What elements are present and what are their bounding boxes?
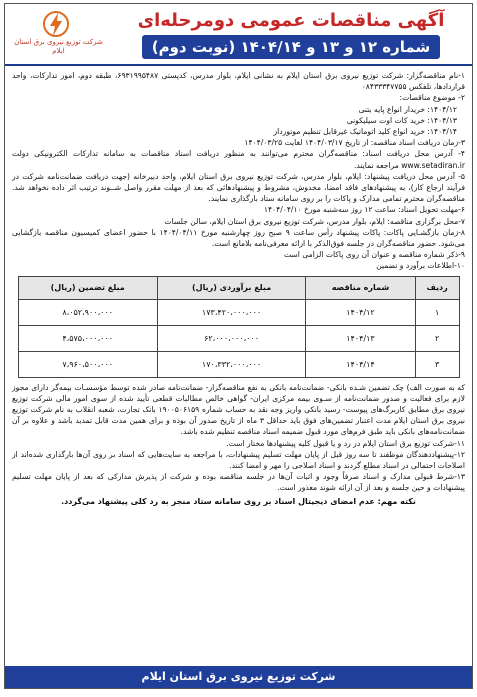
item-deadline: ۶-مهلت تحویل اسناد: ساعت ۱۲ روز سه‌شنبه مورخ ۱۴۰۴/۰۴/۱۰: [263, 205, 465, 215]
item-envelope-note: ۹-ذکر شماره مناقصه و عنوان آن روی پاکات الزامی است: [283, 250, 465, 260]
tender-number: ۱۴۰۴/۱۳: [306, 325, 415, 351]
important-notice: نکته مهم: عدم امضای دیجیتال اسناد بر روی سامانه ستاد منجر به رد کلی پیشنهاد می‌گردد.: [61, 496, 416, 506]
row-number: ۲: [415, 325, 459, 351]
estimate-table: [18, 276, 460, 378]
row-number: ۱: [415, 299, 459, 325]
logo-text: شرکت توزیع نیروی برق استان ایلام: [14, 38, 103, 55]
header-row-number: ردیف: [415, 276, 459, 299]
item-organizer: ۱-نام مناقصه‌گزار: شرکت توزیع نیروی برق استان ایلام به نشانی ایلام، بلوار مدرس، کدپستی ۶۹۳۱۹۹۵۴۸۷، طبقه دوم، امور تدارکات، واحد قراردادها، تلفکس ۰۸۴۳۳۳۴۷۷۵۵: [12, 71, 465, 92]
item-document-time: ۳-زمان دریافت اسناد مناقصه: از تاریخ ۱۴۰۴/۰۳/۱۷ لغایت ۱۴۰۴/۰۳/۲۵: [244, 138, 465, 148]
item-documents-condition: ۱۳-شرط قبولی مدارک و اسناد صرفاً وجود و اثبات آن‌ها در جلسه مناقصه بوده و شرکت از پذیرش مدارکی که بعد از پایان مهلت تسلیم پیشنهادات و حین جلسه و بعد از آن ارائه شوند معذور است.: [12, 472, 465, 493]
page-subtitle: شماره ۱۲ و ۱۳ و ۱۴۰۴/۱۴ (نوبت دوم): [142, 35, 440, 59]
announcement-body: [5, 66, 472, 507]
row-number: ۳: [415, 351, 459, 377]
footer-banner: شرکت توزیع نیروی برق استان ایلام: [5, 666, 472, 688]
estimated-amount: ۱۷۳،۴۲۰،۰۰۰،۰۰۰: [157, 299, 305, 325]
table-row: [18, 351, 459, 377]
item-amendments: ۱۲-پیشنهاددهندگان موظفند تا سه روز قبل از پایان مهلت تسلیم پیشنهادات، با مراجعه به سایت‌هایی که اسناد بر روی آن‌ها بارگذاری شده‌اند از اصلاحات احتمالی در اسناد مطلع گردند و اسناد اصلاحی را مهر و امضا کنند.: [12, 449, 465, 471]
guarantee-amount: ۸،۰۵۲،۹۰۰،۰۰۰: [18, 299, 157, 325]
header-estimated-amount: مبلغ برآوردی (ریال): [157, 276, 305, 299]
estimated-amount: ۱۷۰،۳۳۲،۰۰۰،۰۰۰: [157, 351, 305, 377]
guarantee-amount: ۴،۵۷۵،۰۰۰،۰۰۰: [18, 325, 157, 351]
tender-number: ۱۴۰۴/۱۲: [306, 299, 415, 325]
item-estimate-title: ۱۰-اطلاعات برآورد و تضمین: [376, 261, 465, 271]
header: [5, 4, 472, 66]
power-company-icon: [41, 10, 71, 38]
subject-3: ۱۴۰۴/۱۴: خرید انواع کلید اتوماتیک غیرقابل تنظیم موتوردار: [273, 127, 457, 137]
item-document-address: ۴- آدرس محل دریافت اسناد: مناقصه‌گران محترم می‌توانند به منظور دریافت اسناد مناقصات به سامانه تدارکات الکترونیکی دولت www.setadiran.ir مراجعه نمایند.: [12, 149, 465, 170]
table-header-row: [18, 276, 459, 299]
guarantee-amount: ۷،۹۶۰،۵۰۰،۰۰۰: [18, 351, 157, 377]
item-venue: ۷-محل برگزاری مناقصه: ایلام، بلوار مدرس، شرکت توزیع نیروی برق استان ایلام، سالن جلسات: [164, 216, 465, 226]
item-guarantee-terms: که به صورت الف) چک تضمین شـده بانکی- ضمانت‌نامه بانکی به نفع مناقصه‌گزار- ضمانت‌نامه صادر شده توسط مؤسسـات بیمه‌گر دارای مجوز لازم برای فعالیت و صدور ضمانت‌نامه از سـوی بیمه مرکزی ایران- گواهی خالص مطالبات قطعی تأیید شده از سوی امور مالی شرکت توزیع نیروی برق مطابق کاربرگ‌های پیوست- رسید بانکی واریز وجه نقد به حساب شماره ۱۹۰۰۵۰۶۱۵۹ بانک تجارت، شعبه انقلاب به نام شرکت توزیع نیروی برق استان ایلام مدت اعتبار تضمین‌های فوق باید حداقل ۳ ماه از تاریخ صدور آن بوده و برای همین مدت قابل تمدید باشد و علاوه بر آن ضمانت‌نامه‌های بانکی باید طبق فرم‌های مورد قبول ضمیمه اسناد مناقصه تنظیم شده باشد.: [12, 382, 466, 437]
advertisement-page: [4, 3, 473, 689]
item-proposal-address: ۵- آدرس محل دریافت پیشنهاد: ایلام، بلوار مدرس، شرکت توزیع نیروی برق استان ایلام، واحد دبیرخانه (جهت دریافت ضمانت‌نامه شرکت در فرآیند ارجاع کار)، به پیشنهادهای فاقد امضا، مخدوش، مشروط و پیشنهادهائی که بعد از مهلت مقرر واصل شــوند ترتیب اثر داده نخواهد شد. مناقصه‌گران محترم تمامی مدارک و پاکات را بر روی سامانه ستاد بارگذاری نمایند.: [12, 171, 465, 204]
item-rejection-right: ۱۱-شرکت توزیع برق استان ایلام در رد و یا قبول کلیه پیشنهادها مختار است.: [226, 438, 465, 448]
subject-1: ۱۴۰۴/۱۲: خریدار انواع پایه بتنی: [358, 104, 457, 114]
estimated-amount: ۶۲،۰۰۰،۰۰۰،۰۰۰: [157, 325, 305, 351]
page-title: آگهی مناقصات عمومی دومرحله‌ای: [137, 10, 445, 31]
item-opening-time: ۸-زمان بازگشـایی پاکات: پاکات پیشنهاد رأس ساعت ۹ صبح روز چهارشنبه مورخ ۱۴۰۴/۰۴/۱۱ با حضور اعضای کمیسیون مناقصه بازگشایی می‌شود. حضور مناقصه‌گران در جلسه فوق‌الذکر با ارائه معرفی‌نامه بلامانع است.: [12, 227, 466, 249]
item-subject: ۲- موضوع مناقصات:: [399, 93, 465, 103]
company-logo: [11, 10, 106, 60]
header-guarantee-amount: مبلغ تضمین (ریال): [18, 276, 157, 299]
subject-2: ۱۴۰۴/۱۳: خرید کات اوت سیلیکونی: [346, 115, 457, 125]
title-box: [116, 10, 466, 59]
header-tender-number: شماره مناقصه: [306, 276, 415, 299]
table-row: [18, 325, 459, 351]
tender-number: ۱۴۰۴/۱۴: [306, 351, 415, 377]
table-row: [18, 299, 459, 325]
